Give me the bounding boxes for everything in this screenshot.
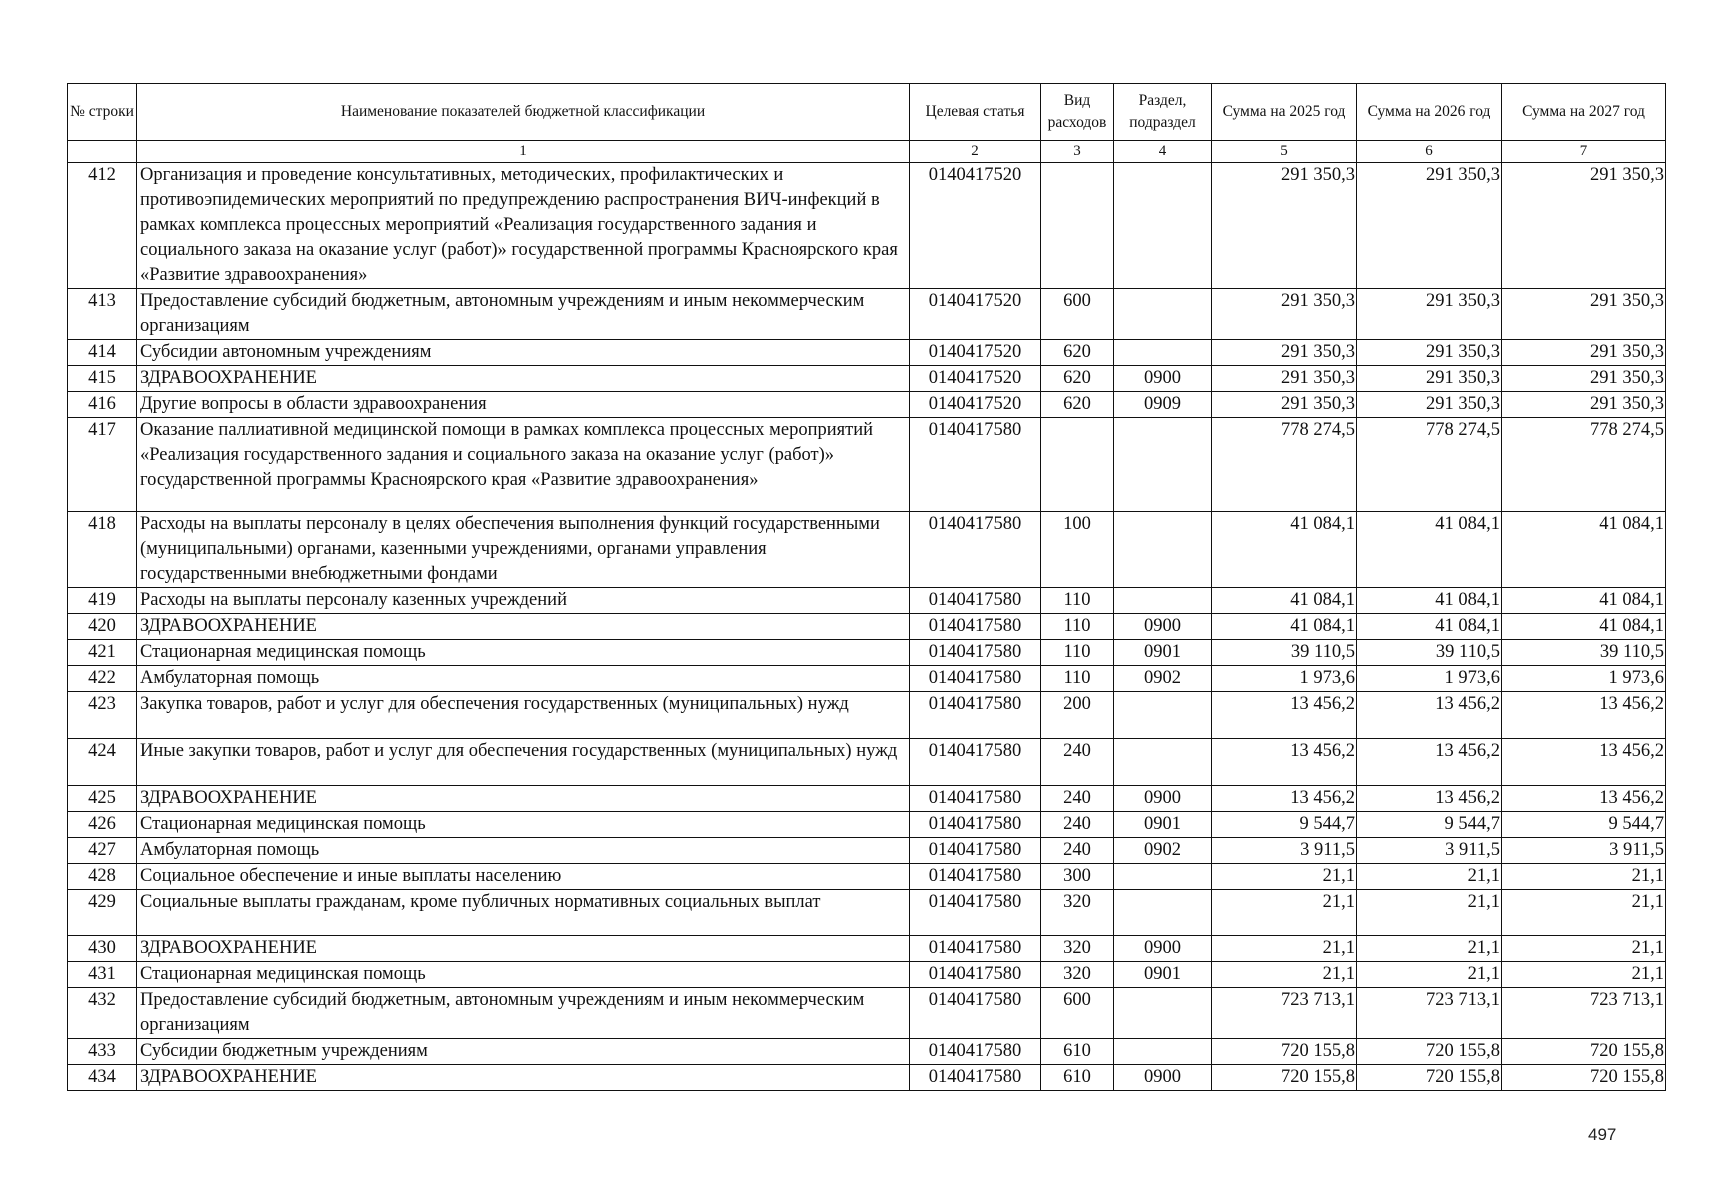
target-article: 0140417580	[910, 838, 1041, 864]
table-row	[68, 366, 1666, 392]
sum-2027: 291 350,3	[1502, 340, 1666, 366]
sum-2027: 723 713,1	[1502, 988, 1666, 1039]
column-number-row	[68, 141, 1666, 163]
colnum-1: 1	[137, 141, 910, 163]
table-row	[68, 962, 1666, 988]
section-code	[1114, 692, 1212, 739]
expense-type: 240	[1041, 838, 1114, 864]
target-article: 0140417520	[910, 392, 1041, 418]
sum-2025: 1 973,6	[1212, 666, 1357, 692]
section-code: 0901	[1114, 640, 1212, 666]
expense-type: 240	[1041, 739, 1114, 786]
sum-2026: 13 456,2	[1357, 692, 1502, 739]
target-article: 0140417580	[910, 786, 1041, 812]
sum-2027: 778 274,5	[1502, 418, 1666, 512]
sum-2025: 291 350,3	[1212, 163, 1357, 289]
sum-2025: 13 456,2	[1212, 786, 1357, 812]
sum-2026: 3 911,5	[1357, 838, 1502, 864]
colnum-4: 4	[1114, 141, 1212, 163]
expense-type	[1041, 418, 1114, 512]
row-number: 412	[68, 163, 137, 289]
section-code	[1114, 739, 1212, 786]
row-number: 426	[68, 812, 137, 838]
indicator-name: Расходы на выплаты персоналу в целях обеспечения выполнения функций государственными (муниципальными) органами, казенными учреждениями, органами управления государственными внебюджетными фондами	[137, 512, 910, 588]
row-number: 425	[68, 786, 137, 812]
expense-type: 620	[1041, 392, 1114, 418]
colnum-blank	[68, 141, 137, 163]
expense-type: 300	[1041, 864, 1114, 890]
sum-2025: 21,1	[1212, 936, 1357, 962]
table-row	[68, 640, 1666, 666]
expense-type: 320	[1041, 890, 1114, 936]
sum-2026: 21,1	[1357, 890, 1502, 936]
sum-2027: 291 350,3	[1502, 392, 1666, 418]
target-article: 0140417520	[910, 340, 1041, 366]
section-code: 0901	[1114, 962, 1212, 988]
table-row	[68, 666, 1666, 692]
sum-2026: 9 544,7	[1357, 812, 1502, 838]
sum-2025: 21,1	[1212, 864, 1357, 890]
sum-2025: 41 084,1	[1212, 614, 1357, 640]
sum-2027: 21,1	[1502, 962, 1666, 988]
expense-type: 600	[1041, 289, 1114, 340]
row-number: 430	[68, 936, 137, 962]
expense-type: 110	[1041, 614, 1114, 640]
sum-2026: 21,1	[1357, 962, 1502, 988]
sum-2027: 41 084,1	[1502, 614, 1666, 640]
section-code: 0901	[1114, 812, 1212, 838]
table-row	[68, 1065, 1666, 1091]
indicator-name: Предоставление субсидий бюджетным, автономным учреждениям и иным некоммерческим организациям	[137, 988, 910, 1039]
sum-2025: 9 544,7	[1212, 812, 1357, 838]
indicator-name: Предоставление субсидий бюджетным, автономным учреждениям и иным некоммерческим организациям	[137, 289, 910, 340]
indicator-name: Стационарная медицинская помощь	[137, 812, 910, 838]
section-code	[1114, 588, 1212, 614]
row-number: 413	[68, 289, 137, 340]
section-code: 0900	[1114, 1065, 1212, 1091]
row-number: 418	[68, 512, 137, 588]
sum-2026: 778 274,5	[1357, 418, 1502, 512]
table-row	[68, 692, 1666, 739]
indicator-name: Расходы на выплаты персоналу казенных учреждений	[137, 588, 910, 614]
row-number: 420	[68, 614, 137, 640]
expense-type: 110	[1041, 666, 1114, 692]
table-row	[68, 289, 1666, 340]
sum-2027: 13 456,2	[1502, 739, 1666, 786]
sum-2025: 21,1	[1212, 890, 1357, 936]
sum-2027: 3 911,5	[1502, 838, 1666, 864]
indicator-name: Субсидии бюджетным учреждениям	[137, 1039, 910, 1065]
section-code	[1114, 864, 1212, 890]
header-exp-type: Вид расходов	[1041, 84, 1114, 141]
sum-2026: 1 973,6	[1357, 666, 1502, 692]
section-code	[1114, 890, 1212, 936]
sum-2025: 13 456,2	[1212, 739, 1357, 786]
row-number: 433	[68, 1039, 137, 1065]
colnum-6: 6	[1357, 141, 1502, 163]
sum-2027: 21,1	[1502, 864, 1666, 890]
sum-2027: 9 544,7	[1502, 812, 1666, 838]
indicator-name: Другие вопросы в области здравоохранения	[137, 392, 910, 418]
table-row	[68, 163, 1666, 289]
section-code: 0902	[1114, 838, 1212, 864]
expense-type: 240	[1041, 786, 1114, 812]
table-row	[68, 890, 1666, 936]
sum-2025: 41 084,1	[1212, 588, 1357, 614]
target-article: 0140417580	[910, 1065, 1041, 1091]
indicator-name: Стационарная медицинская помощь	[137, 640, 910, 666]
row-number: 415	[68, 366, 137, 392]
section-code	[1114, 988, 1212, 1039]
expense-type: 320	[1041, 936, 1114, 962]
sum-2026: 291 350,3	[1357, 366, 1502, 392]
target-article: 0140417580	[910, 739, 1041, 786]
sum-2025: 291 350,3	[1212, 366, 1357, 392]
row-number: 431	[68, 962, 137, 988]
indicator-name: ЗДРАВООХРАНЕНИЕ	[137, 936, 910, 962]
sum-2027: 21,1	[1502, 890, 1666, 936]
sum-2027: 13 456,2	[1502, 692, 1666, 739]
sum-2026: 41 084,1	[1357, 588, 1502, 614]
colnum-2: 2	[910, 141, 1041, 163]
sum-2027: 13 456,2	[1502, 786, 1666, 812]
indicator-name: Амбулаторная помощь	[137, 838, 910, 864]
table-row	[68, 392, 1666, 418]
table-row	[68, 614, 1666, 640]
header-target: Целевая статья	[910, 84, 1041, 141]
sum-2025: 21,1	[1212, 962, 1357, 988]
sum-2025: 778 274,5	[1212, 418, 1357, 512]
table-body	[68, 163, 1666, 1091]
sum-2027: 291 350,3	[1502, 289, 1666, 340]
section-code: 0902	[1114, 666, 1212, 692]
expense-type: 240	[1041, 812, 1114, 838]
indicator-name: Социальные выплаты гражданам, кроме публичных нормативных социальных выплат	[137, 890, 910, 936]
section-code	[1114, 418, 1212, 512]
sum-2025: 41 084,1	[1212, 512, 1357, 588]
row-number: 427	[68, 838, 137, 864]
row-number: 428	[68, 864, 137, 890]
header-sum-2026: Сумма на 2026 год	[1357, 84, 1502, 141]
indicator-name: Закупка товаров, работ и услуг для обеспечения государственных (муниципальных) нужд	[137, 692, 910, 739]
section-code	[1114, 1039, 1212, 1065]
row-number: 423	[68, 692, 137, 739]
expense-type: 620	[1041, 366, 1114, 392]
table-row	[68, 340, 1666, 366]
row-number: 432	[68, 988, 137, 1039]
colnum-3: 3	[1041, 141, 1114, 163]
table-row	[68, 588, 1666, 614]
table-row	[68, 812, 1666, 838]
indicator-name: Социальное обеспечение и иные выплаты населению	[137, 864, 910, 890]
target-article: 0140417580	[910, 812, 1041, 838]
target-article: 0140417580	[910, 512, 1041, 588]
sum-2027: 41 084,1	[1502, 512, 1666, 588]
row-number: 419	[68, 588, 137, 614]
section-code: 0900	[1114, 366, 1212, 392]
section-code	[1114, 289, 1212, 340]
indicator-name: ЗДРАВООХРАНЕНИЕ	[137, 614, 910, 640]
indicator-name: Оказание паллиативной медицинской помощи в рамках комплекса процессных мероприятий «Реализация государственного задания и социального заказа на оказание услуг (работ)» государственной программы Красноярского края «Развитие здравоохранения»	[137, 418, 910, 512]
header-row-no: № строки	[68, 84, 137, 141]
colnum-7: 7	[1502, 141, 1666, 163]
sum-2026: 291 350,3	[1357, 289, 1502, 340]
sum-2025: 723 713,1	[1212, 988, 1357, 1039]
target-article: 0140417520	[910, 366, 1041, 392]
sum-2027: 720 155,8	[1502, 1065, 1666, 1091]
row-number: 414	[68, 340, 137, 366]
sum-2026: 21,1	[1357, 936, 1502, 962]
indicator-name: ЗДРАВООХРАНЕНИЕ	[137, 366, 910, 392]
colnum-5: 5	[1212, 141, 1357, 163]
target-article: 0140417580	[910, 988, 1041, 1039]
sum-2027: 720 155,8	[1502, 1039, 1666, 1065]
indicator-name: Иные закупки товаров, работ и услуг для обеспечения государственных (муниципальных) нужд	[137, 739, 910, 786]
target-article: 0140417580	[910, 1039, 1041, 1065]
indicator-name: Амбулаторная помощь	[137, 666, 910, 692]
row-number: 429	[68, 890, 137, 936]
sum-2026: 41 084,1	[1357, 614, 1502, 640]
indicator-name: Стационарная медицинская помощь	[137, 962, 910, 988]
header-section: Раздел, подраздел	[1114, 84, 1212, 141]
sum-2025: 3 911,5	[1212, 838, 1357, 864]
expense-type: 110	[1041, 588, 1114, 614]
sum-2027: 291 350,3	[1502, 366, 1666, 392]
target-article: 0140417520	[910, 289, 1041, 340]
sum-2026: 291 350,3	[1357, 392, 1502, 418]
target-article: 0140417580	[910, 890, 1041, 936]
section-code: 0900	[1114, 614, 1212, 640]
target-article: 0140417580	[910, 864, 1041, 890]
page-number: 497	[1588, 1125, 1617, 1144]
indicator-name: ЗДРАВООХРАНЕНИЕ	[137, 786, 910, 812]
row-number: 434	[68, 1065, 137, 1091]
expense-type	[1041, 163, 1114, 289]
sum-2025: 39 110,5	[1212, 640, 1357, 666]
table-row	[68, 786, 1666, 812]
sum-2026: 720 155,8	[1357, 1065, 1502, 1091]
expense-type: 100	[1041, 512, 1114, 588]
expense-type: 620	[1041, 340, 1114, 366]
sum-2026: 723 713,1	[1357, 988, 1502, 1039]
header-sum-2027: Сумма на 2027 год	[1502, 84, 1666, 141]
sum-2026: 291 350,3	[1357, 340, 1502, 366]
sum-2027: 21,1	[1502, 936, 1666, 962]
target-article: 0140417580	[910, 614, 1041, 640]
expense-type: 110	[1041, 640, 1114, 666]
sum-2027: 41 084,1	[1502, 588, 1666, 614]
sum-2025: 291 350,3	[1212, 392, 1357, 418]
indicator-name: Субсидии автономным учреждениям	[137, 340, 910, 366]
section-code: 0900	[1114, 786, 1212, 812]
target-article: 0140417580	[910, 640, 1041, 666]
indicator-name: Организация и проведение консультативных, методических, профилактических и противоэпидемических мероприятий по предупреждению распространения ВИЧ-инфекций в рамках комплекса процессных мероприятий «Реализация государственного задания и социального заказа на оказание услуг (работ)» государственной программы Красноярского края «Развитие здравоохранения»	[137, 163, 910, 289]
sum-2027: 39 110,5	[1502, 640, 1666, 666]
row-number: 422	[68, 666, 137, 692]
sum-2025: 291 350,3	[1212, 340, 1357, 366]
section-code: 0909	[1114, 392, 1212, 418]
expense-type: 600	[1041, 988, 1114, 1039]
header-row	[68, 84, 1666, 141]
section-code	[1114, 340, 1212, 366]
target-article: 0140417520	[910, 163, 1041, 289]
table-row	[68, 1039, 1666, 1065]
sum-2027: 1 973,6	[1502, 666, 1666, 692]
sum-2025: 13 456,2	[1212, 692, 1357, 739]
budget-table	[67, 83, 1666, 1091]
section-code: 0900	[1114, 936, 1212, 962]
expense-type: 200	[1041, 692, 1114, 739]
section-code	[1114, 163, 1212, 289]
target-article: 0140417580	[910, 588, 1041, 614]
sum-2025: 291 350,3	[1212, 289, 1357, 340]
table-row	[68, 864, 1666, 890]
expense-type: 610	[1041, 1039, 1114, 1065]
row-number: 417	[68, 418, 137, 512]
table-row	[68, 988, 1666, 1039]
sum-2025: 720 155,8	[1212, 1065, 1357, 1091]
target-article: 0140417580	[910, 418, 1041, 512]
sum-2026: 720 155,8	[1357, 1039, 1502, 1065]
sum-2026: 291 350,3	[1357, 163, 1502, 289]
sum-2027: 291 350,3	[1502, 163, 1666, 289]
target-article: 0140417580	[910, 962, 1041, 988]
sum-2026: 21,1	[1357, 864, 1502, 890]
table-row	[68, 936, 1666, 962]
target-article: 0140417580	[910, 692, 1041, 739]
row-number: 424	[68, 739, 137, 786]
expense-type: 320	[1041, 962, 1114, 988]
header-sum-2025: Сумма на 2025 год	[1212, 84, 1357, 141]
indicator-name: ЗДРАВООХРАНЕНИЕ	[137, 1065, 910, 1091]
section-code	[1114, 512, 1212, 588]
target-article: 0140417580	[910, 666, 1041, 692]
header-name: Наименование показателей бюджетной классификации	[137, 84, 910, 141]
row-number: 416	[68, 392, 137, 418]
sum-2026: 39 110,5	[1357, 640, 1502, 666]
sum-2026: 41 084,1	[1357, 512, 1502, 588]
table-row	[68, 418, 1666, 512]
sum-2026: 13 456,2	[1357, 786, 1502, 812]
sum-2025: 720 155,8	[1212, 1039, 1357, 1065]
table-row	[68, 739, 1666, 786]
table-row	[68, 512, 1666, 588]
row-number: 421	[68, 640, 137, 666]
sum-2026: 13 456,2	[1357, 739, 1502, 786]
expense-type: 610	[1041, 1065, 1114, 1091]
target-article: 0140417580	[910, 936, 1041, 962]
table-row	[68, 838, 1666, 864]
